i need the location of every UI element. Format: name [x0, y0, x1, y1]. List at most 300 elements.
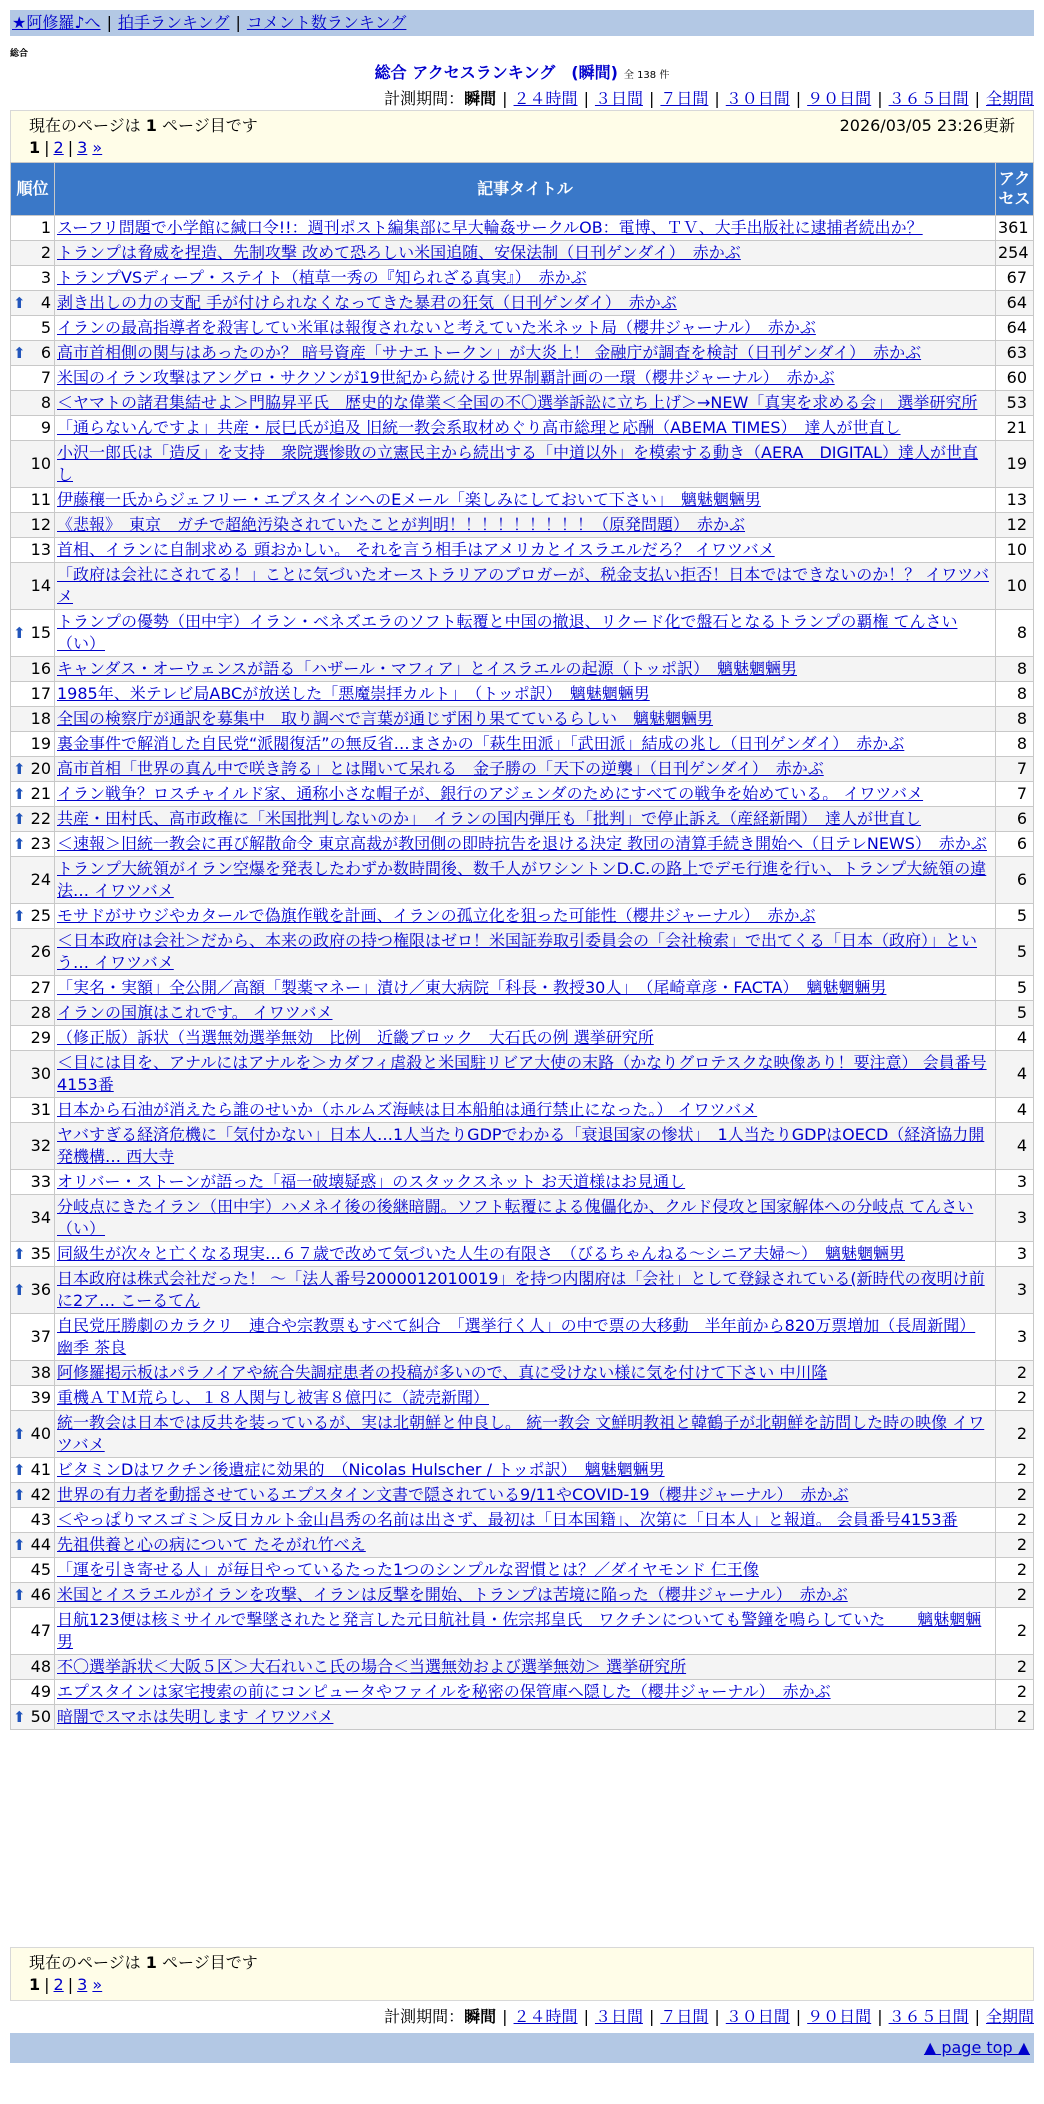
article-link[interactable]: （修正版）訴状（当選無効選挙無効 比例 近畿ブロック 大石氏の例 選挙研究所: [57, 1028, 654, 1047]
rank-cell: [11, 1242, 55, 1267]
table-row: [11, 929, 1034, 976]
article-link[interactable]: ＜速報＞旧統一教会に再び解散命令 東京高裁が教団側の即時抗告を退ける決定 教団の清算手続き開始へ（日テレNEWS） 赤かぶ: [57, 834, 987, 853]
nav-link-asyura-home[interactable]: ★阿修羅♪へ: [12, 13, 101, 32]
article-link[interactable]: 米国とイスラエルがイランを攻撃、イランは反撃を開始、トランプは苦境に陥った（櫻井ジャーナル） 赤かぶ: [57, 1585, 848, 1604]
table-row: [11, 366, 1034, 391]
table-row: [11, 757, 1034, 782]
pagination: [29, 137, 1015, 159]
footer-bar: [10, 2033, 1034, 2063]
page-separator: |: [44, 138, 50, 157]
rank-number: 45: [30, 1560, 51, 1579]
title-cell: [55, 1051, 996, 1098]
period-selector-bottom: [384, 2004, 1034, 2027]
rank-cell: [11, 1195, 55, 1242]
rank-cell: [11, 488, 55, 513]
access-count: 10: [996, 563, 1034, 610]
access-count: 2: [996, 1361, 1034, 1386]
table-row: [11, 1195, 1034, 1242]
rank-cell: [11, 682, 55, 707]
rank-number: 18: [30, 709, 51, 728]
table-row: [11, 707, 1034, 732]
rank-cell: [11, 1608, 55, 1655]
rank-up-arrow-icon: ⬆: [13, 760, 26, 778]
rank-cell: [11, 757, 55, 782]
table-row: [11, 1001, 1034, 1026]
article-link[interactable]: ＜日本政府は会社＞だから、本来の政府の持つ権限はゼロ！米国証券取引委員会の「会社検索」で出てくる「日本（政府）」という… イワツバメ: [57, 931, 978, 972]
title-cell: [55, 538, 996, 563]
rank-number: 7: [40, 368, 51, 387]
table-row: [11, 391, 1034, 416]
rank-cell: [11, 1508, 55, 1533]
period-link-2[interactable]: ７日間: [660, 89, 709, 108]
rank-cell: [11, 241, 55, 266]
article-link[interactable]: エプスタインは家宅捜索の前にコンピュータやファイルを秘密の保管庫へ隠した（櫻井ジャーナル） 赤かぶ: [57, 1682, 831, 1701]
period-link-5[interactable]: ３６５日間: [888, 89, 969, 108]
page-top-link[interactable]: ▲ page top ▲: [923, 2038, 1030, 2057]
period-link-1[interactable]: ３日間: [594, 2007, 643, 2026]
title-cell: [55, 1123, 996, 1170]
rank-number: 12: [30, 515, 51, 534]
period-link-5[interactable]: ３６５日間: [888, 2007, 969, 2026]
article-link[interactable]: ＜目には目を、アナルにはアナルを＞カダフィ虐殺と米国駐リビア大使の末路（かなりグロテスクな映像あり！要注意） 会員番号4153番: [57, 1053, 987, 1094]
article-link[interactable]: トランプは脅威を捏造、先制攻撃 改めて恐ろしい米国追随、安保法制（日刊ゲンダイ） 赤かぶ: [57, 243, 741, 262]
rank-up-arrow-icon: ⬆: [13, 835, 26, 853]
rank-number: 35: [30, 1244, 51, 1263]
table-row: [11, 1483, 1034, 1508]
article-link[interactable]: 剥き出しの力の支配 手が付けられなくなってきた暴君の狂気（日刊ゲンダイ） 赤かぶ: [57, 293, 677, 312]
article-link[interactable]: 「通らないんですよ」共産・辰巳氏が追及 旧統一教会系取材めぐり高市総理と応酬（ABEMA TIMES） 達人が世直し: [57, 418, 901, 437]
article-link[interactable]: 暗闇でスマホは失明します イワツバメ: [57, 1707, 334, 1726]
table-row: [11, 216, 1034, 241]
rank-number: 24: [30, 870, 51, 889]
table-row: [11, 1026, 1034, 1051]
header-access: アクセス: [996, 163, 1034, 216]
article-link[interactable]: イラン戦争？ロスチャイルド家、通称小さな帽子が、銀行のアジェンダのためにすべての戦争を始めている。 イワツバメ: [57, 784, 924, 803]
page-link-3[interactable]: 3: [77, 138, 88, 157]
access-count: 2: [996, 1680, 1034, 1705]
page-info-bottom: [10, 1947, 1034, 2001]
rank-up-arrow-icon: ⬆: [13, 1708, 26, 1726]
rank-number: 37: [30, 1327, 51, 1346]
rank-number: 5: [40, 318, 51, 337]
rank-cell: [11, 1123, 55, 1170]
article-link[interactable]: 重機ＡＴＭ荒らし、１８人関与し被害８億円に（読売新聞）: [57, 1388, 490, 1407]
article-link[interactable]: 同級生が次々と亡くなる現実…６７歳で改めて気づいた人生の有限さ （びるちゃんねる〜シニア夫婦〜） 魑魅魍魎男: [57, 1244, 906, 1263]
table-row: [11, 1170, 1034, 1195]
rank-cell: [11, 807, 55, 832]
rank-cell: [11, 1705, 55, 1730]
rank-number: 36: [30, 1280, 51, 1299]
table-row: [11, 266, 1034, 291]
title-cell: [55, 291, 996, 316]
table-row: [11, 488, 1034, 513]
title-cell: [55, 1001, 996, 1026]
title-cell: [55, 1558, 996, 1583]
title-cell: [55, 266, 996, 291]
period-separator: |: [795, 2007, 802, 2026]
title-cell: [55, 1608, 996, 1655]
rank-cell: [11, 341, 55, 366]
table-row: [11, 782, 1034, 807]
title-cell: [55, 1361, 996, 1386]
rank-number: 10: [30, 454, 51, 473]
article-link[interactable]: イランの最高指導者を殺害してい米軍は報復されないと考えていた米ネット局（櫻井ジャーナル） 赤かぶ: [57, 318, 816, 337]
access-count: 3: [996, 1242, 1034, 1267]
title-cell: [55, 513, 996, 538]
title-cell: [55, 1267, 996, 1314]
access-count: 21: [996, 416, 1034, 441]
title-cell: [55, 366, 996, 391]
updated-timestamp: 2026/03/05 23:26更新: [839, 116, 1015, 135]
period-link-3[interactable]: ３０日間: [725, 2007, 790, 2026]
access-count: 2: [996, 1558, 1034, 1583]
article-link[interactable]: 分岐点にきたイラン（田中宇）ハメネイ後の後継暗闘。ソフト転覆による傀儡化か、クルド侵攻と国家解体への分岐点 てんさい（い）: [57, 1197, 974, 1238]
access-count: 8: [996, 732, 1034, 757]
page-link-2[interactable]: 2: [53, 1975, 64, 1994]
article-link[interactable]: 不〇選挙訴状＜大阪５区＞大石れいこ氏の場合＜当選無効および選挙無効＞ 選挙研究所: [57, 1657, 687, 1676]
article-link[interactable]: 日本から石油が消えたら誰のせいか（ホルムズ海峡は日本船舶は通行禁止になった。） イワツバメ: [57, 1100, 758, 1119]
table-header-row: [11, 163, 1034, 216]
rank-cell: [11, 1458, 55, 1483]
access-count: 2: [996, 1458, 1034, 1483]
title-cell: [55, 1655, 996, 1680]
period-separator: |: [974, 2007, 980, 2026]
period-separator: |: [502, 2007, 508, 2026]
period-link-3[interactable]: ３０日間: [725, 89, 790, 108]
rank-number: 17: [30, 684, 51, 703]
page-current-1: 1: [29, 138, 41, 157]
title-cell: [55, 1026, 996, 1051]
access-count: 10: [996, 538, 1034, 563]
title-cell: [55, 1242, 996, 1267]
title-cell: [55, 1483, 996, 1508]
rank-number: 34: [30, 1208, 51, 1227]
title-cell: [55, 416, 996, 441]
rank-cell: [11, 1361, 55, 1386]
rank-cell: [11, 1533, 55, 1558]
access-count: 361: [996, 216, 1034, 241]
article-link[interactable]: 全国の検察庁が通訳を募集中 取り調べで言葉が通じず困り果てているらしい 魑魅魍魎男: [57, 709, 714, 728]
rank-number: 4: [40, 293, 51, 312]
rank-cell: [11, 610, 55, 657]
table-row: [11, 1267, 1034, 1314]
rank-cell: [11, 1051, 55, 1098]
period-link-4[interactable]: ９０日間: [807, 2007, 872, 2026]
section-label: 総合: [10, 49, 29, 59]
period-link-0[interactable]: ２４時間: [513, 89, 578, 108]
table-row: [11, 416, 1034, 441]
table-row: [11, 682, 1034, 707]
access-count: 2: [996, 1386, 1034, 1411]
rank-number: 8: [40, 393, 51, 412]
period-separator: |: [877, 2007, 883, 2026]
table-row: [11, 1558, 1034, 1583]
table-row: [11, 291, 1034, 316]
article-link[interactable]: 阿修羅掲示板はパラノイアや統合失調症患者の投稿が多いので、真に受けない様に気を付けて下さい 中川隆: [57, 1363, 828, 1382]
rank-number: 44: [30, 1535, 51, 1554]
page-link-2[interactable]: 2: [53, 138, 64, 157]
access-count: 60: [996, 366, 1034, 391]
table-row: [11, 904, 1034, 929]
access-count: 13: [996, 488, 1034, 513]
access-count: 19: [996, 441, 1034, 488]
rank-cell: [11, 391, 55, 416]
rank-number: 47: [30, 1621, 51, 1640]
title-cell: [55, 1098, 996, 1123]
article-link[interactable]: トランプVSディープ・ステイト（植草一秀の『知られざる真実』） 赤かぶ: [57, 268, 587, 287]
article-link[interactable]: 先祖供養と心の病について たそがれ竹べえ: [57, 1535, 366, 1554]
period-separator: |: [974, 89, 980, 108]
rank-cell: [11, 316, 55, 341]
page-separator: |: [67, 138, 74, 157]
table-row: [11, 857, 1034, 904]
access-count: 8: [996, 707, 1034, 732]
article-link[interactable]: キャンダス・オーウェンスが語る「ハザール・マフィア」とイスラエルの起源（トッポ訳） 魑魅魍魎男: [57, 659, 798, 678]
article-link[interactable]: 高市首相側の関与はあったのか？ 暗号資産「サナエトークン」が大炎上！ 金融庁が調査を検討（日刊ゲンダイ） 赤かぶ: [57, 343, 922, 362]
page-link-3[interactable]: 3: [77, 1975, 88, 1994]
title-cell: [55, 1583, 996, 1608]
title-cell: [55, 241, 996, 266]
table-row: [11, 1361, 1034, 1386]
rank-cell: [11, 1483, 55, 1508]
rank-number: 9: [40, 418, 51, 437]
rank-number: 29: [30, 1028, 51, 1047]
access-count: 8: [996, 682, 1034, 707]
page-info-top: [10, 110, 1034, 164]
access-count: 4: [996, 1051, 1034, 1098]
rank-number: 14: [30, 576, 51, 595]
access-count: 8: [996, 657, 1034, 682]
rank-up-arrow-icon: ⬆: [13, 1425, 26, 1443]
rank-cell: [11, 657, 55, 682]
article-link[interactable]: 「実名・実額」全公開／高額「製薬マネー」漬け／東大病院「科長・教授30人」 （尾崎章彦・FACTA） 魑魅魍魎男: [57, 978, 887, 997]
rank-number: 20: [30, 759, 51, 778]
rank-number: 38: [30, 1363, 51, 1382]
rank-cell: [11, 1001, 55, 1026]
period-link-0[interactable]: ２４時間: [513, 2007, 578, 2026]
period-link-4[interactable]: ９０日間: [807, 89, 872, 108]
title-cell: [55, 782, 996, 807]
period-separator: |: [648, 2007, 655, 2026]
article-link[interactable]: ビタミンDはワクチン後遺症に効果的 （Nicolas Hulscher / トッポ訳） 魑魅魍魎男: [57, 1460, 665, 1479]
rank-number: 3: [40, 268, 51, 287]
period-separator: |: [502, 89, 508, 108]
title-cell: [55, 1508, 996, 1533]
article-link[interactable]: 1985年、米テレビ局ABCが放送した「悪魔崇拝カルト」 （トッポ訳） 魑魅魍魎男: [57, 684, 650, 703]
rank-up-arrow-icon: ⬆: [13, 1586, 26, 1604]
rank-number: 32: [30, 1136, 51, 1155]
access-count: 6: [996, 832, 1034, 857]
access-count: 53: [996, 391, 1034, 416]
rank-cell: [11, 929, 55, 976]
ranking-table-body: [11, 216, 1034, 1730]
page-separator: |: [67, 1975, 74, 1994]
access-count: 63: [996, 341, 1034, 366]
title-cell: [55, 807, 996, 832]
access-count: 3: [996, 1267, 1034, 1314]
title-cell: [55, 391, 996, 416]
title-cell: [55, 1170, 996, 1195]
article-link[interactable]: イランの国旗はこれです。 イワツバメ: [57, 1003, 333, 1022]
rank-number: 42: [30, 1485, 51, 1504]
period-current: 瞬間: [464, 2007, 497, 2026]
access-count: 2: [996, 1608, 1034, 1655]
rank-up-arrow-icon: ⬆: [13, 907, 26, 925]
title-cell: [55, 1411, 996, 1458]
period-separator: |: [877, 89, 883, 108]
pagination: [29, 1974, 1015, 1996]
article-link[interactable]: トランプの優勢（田中宇）イラン・ベネズエラのソフト転覆と中国の撤退、リクード化で盤石となるトランプの覇権 てんさい（い）: [57, 612, 958, 653]
article-link[interactable]: ＜ヤマトの諸君集結せよ＞門脇昇平氏 歴史的な偉業＜全国の不〇選挙訴訟に立ち上げ＞→NEW「真実を求める会」 選挙研究所: [57, 393, 978, 412]
rank-number: 49: [30, 1682, 51, 1701]
access-count: 5: [996, 1001, 1034, 1026]
rank-number: 48: [30, 1657, 51, 1676]
table-row: [11, 1705, 1034, 1730]
title-cell: [55, 1680, 996, 1705]
top-nav-bar: [10, 10, 1034, 36]
title-cell: [55, 610, 996, 657]
rank-cell: [11, 1655, 55, 1680]
table-row: [11, 1508, 1034, 1533]
access-count: 2: [996, 1583, 1034, 1608]
access-count: 2: [996, 1705, 1034, 1730]
rank-number: 46: [30, 1585, 51, 1604]
article-link[interactable]: ＜やっぱりマスゴミ＞反日カルト金山昌秀の名前は出さず、最初は「日本国籍」、次第に「日本人」と報道。 会員番号4153番: [57, 1510, 958, 1529]
article-link[interactable]: 日本政府は株式会社だった！ 〜「法人番号2000012010019」を持つ内閣府は「会社」として登録されている(新時代の夜明け前に2ア… こーるてん: [57, 1269, 985, 1310]
rank-number: 25: [30, 906, 51, 925]
period-link-6[interactable]: 全期間: [985, 89, 1034, 108]
rank-up-arrow-icon: ⬆: [13, 1461, 26, 1479]
period-link-1[interactable]: ３日間: [594, 89, 643, 108]
article-link[interactable]: トランプ大統領がイラン空爆を発表したわずか数時間後、数千人がワシントンD.C.の路上でデモ行進を行い、トランプ大統領の違法… イワツバメ: [57, 859, 987, 900]
rank-cell: [11, 857, 55, 904]
article-link[interactable]: モサドがサウジやカタールで偽旗作戦を計画、イランの孤立化を狙った可能性（櫻井ジャーナル） 赤かぶ: [57, 906, 816, 925]
access-count: 3: [996, 1170, 1034, 1195]
table-row: [11, 976, 1034, 1001]
total-count: 全 138 件: [623, 70, 670, 81]
rank-up-arrow-icon: ⬆: [13, 785, 26, 803]
page-title: [0, 60, 1044, 83]
rank-number: 11: [30, 490, 51, 509]
article-link[interactable]: 「運を引き寄せる人」が毎日やっているたった1つのシンプルな習慣とは？／ダイヤモンド 仁王像: [57, 1560, 759, 1579]
access-count: 2: [996, 1533, 1034, 1558]
article-link[interactable]: 共産・田村氏、高市政権に「米国批判しないのか」 イランの国内弾圧も「批判」で停止訴え（産経新聞） 達人が世直し: [57, 809, 922, 828]
article-link[interactable]: 統一教会は日本では反共を装っているが、実は北朝鮮と仲良し。 統一教会 文鮮明教祖と韓鶴子が北朝鮮を訪問した時の映像 イワツバメ: [57, 1413, 985, 1454]
period-link-6[interactable]: 全期間: [985, 2007, 1034, 2026]
table-row: [11, 1386, 1034, 1411]
access-count: 64: [996, 316, 1034, 341]
article-link[interactable]: スーフリ問題で小学館に緘口令!!：週刊ポスト編集部に早大輪姦サークルOB：電博、ＴＶ、大手出版社に逮捕者続出か？: [57, 218, 923, 237]
article-link[interactable]: 首相、イランに自制求める 頭おかしい。 それを言う相手はアメリカとイスラエルだろ？ イワツバメ: [57, 540, 775, 559]
rank-number: 15: [30, 623, 51, 642]
ranking-table: [10, 162, 1034, 1730]
table-row: [11, 1533, 1034, 1558]
table-row: [11, 1098, 1034, 1123]
period-separator: |: [714, 89, 720, 108]
table-row: [11, 1314, 1034, 1361]
rank-cell: [11, 366, 55, 391]
article-link[interactable]: オリバー・ストーンが語った「福一破壊疑惑」のスタックスネット お天道様はお見通し: [57, 1172, 686, 1191]
rank-cell: [11, 291, 55, 316]
title-cell: [55, 929, 996, 976]
rank-number: 6: [40, 343, 51, 362]
table-row: [11, 1242, 1034, 1267]
title-cell: [55, 1386, 996, 1411]
page-next-link[interactable]: »: [92, 1975, 103, 1994]
article-link[interactable]: 小沢一郎氏は「造反」を支持 衆院選惨敗の立憲民主から続出する「中道以外」を模索する動き（AERA DIGITAL）達人が世直し: [57, 443, 979, 484]
access-count: 8: [996, 610, 1034, 657]
access-count: 6: [996, 857, 1034, 904]
rank-up-arrow-icon: ⬆: [13, 1486, 26, 1504]
access-count: 4: [996, 1026, 1034, 1051]
rank-cell: [11, 1026, 55, 1051]
table-row: [11, 832, 1034, 857]
table-row: [11, 1655, 1034, 1680]
title-cell: [55, 657, 996, 682]
rank-number: 43: [30, 1510, 51, 1529]
nav-link-comment-ranking[interactable]: コメント数ランキング: [246, 13, 407, 32]
access-count: 3: [996, 1195, 1034, 1242]
rank-up-arrow-icon: ⬆: [13, 344, 26, 362]
rank-cell: [11, 976, 55, 1001]
access-count: 5: [996, 929, 1034, 976]
article-link[interactable]: 「政府は会社にされてる！」ことに気づいたオーストラリアのブロガーが、税金支払い拒否！日本ではできないのか！？ イワツバメ: [57, 565, 989, 606]
rank-cell: [11, 1558, 55, 1583]
article-link[interactable]: 米国のイラン攻撃はアングロ・サクソンが19世紀から続ける世界制覇計画の一環（櫻井ジャーナル） 赤かぶ: [57, 368, 835, 387]
title-cell: [55, 563, 996, 610]
table-row: [11, 538, 1034, 563]
period-link-2[interactable]: ７日間: [660, 2007, 709, 2026]
header-title: 記事タイトル: [55, 163, 996, 216]
article-link[interactable]: 自民党圧勝劇のカラクリ 連合や宗教票もすべて糾合 「選挙行く人」の中で票の大移動 半年前から820万票増加（長周新聞） 幽季 茶良: [57, 1316, 976, 1357]
access-count: 7: [996, 757, 1034, 782]
title-cell: [55, 832, 996, 857]
rank-cell: [11, 1411, 55, 1458]
rank-up-arrow-icon: ⬆: [13, 1281, 26, 1299]
rank-number: 33: [30, 1172, 51, 1191]
rank-cell: [11, 1267, 55, 1314]
rank-number: 27: [30, 978, 51, 997]
nav-separator: |: [106, 13, 112, 32]
period-selector-top: [384, 86, 1034, 109]
article-link[interactable]: ヤバすぎる経済危機に「気付かない」日本人…1人当たりGDPでわかる「衰退国家の惨状」 1人当たりGDPはOECD（経済協力開発機構… 西大寺: [57, 1125, 985, 1166]
page-next-link[interactable]: »: [92, 138, 103, 157]
current-page-text: 現在のページは 1 ページ目です: [29, 116, 258, 135]
article-link[interactable]: 世界の有力者を動揺させているエプスタイン文書で隠されている9/11やCOVID-19（櫻井ジャーナル） 赤かぶ: [57, 1485, 849, 1504]
table-row: [11, 1583, 1034, 1608]
rank-cell: [11, 1583, 55, 1608]
period-label: 計測期間：: [384, 89, 465, 108]
page-separator: |: [44, 1975, 50, 1994]
table-row: [11, 441, 1034, 488]
article-link[interactable]: 高市首相「世界の真ん中で咲き誇る」とは聞いて呆れる 金子勝の「天下の逆襲」（日刊ゲンダイ） 赤かぶ: [57, 759, 824, 778]
period-separator: |: [795, 89, 802, 108]
rank-number: 39: [30, 1388, 51, 1407]
table-row: [11, 513, 1034, 538]
access-count: 2: [996, 1508, 1034, 1533]
rank-number: 2: [40, 243, 51, 262]
title-cell: [55, 707, 996, 732]
article-link[interactable]: 裏金事件で解消した自民党“派閥復活”の無反省…まさかの「萩生田派」「武田派」結成の兆し（日刊ゲンダイ） 赤かぶ: [57, 734, 905, 753]
rank-cell: [11, 1314, 55, 1361]
title-cell: [55, 732, 996, 757]
article-link[interactable]: 《悲報》 東京 ガチで超絶汚染されていたことが判明！！！！！！！！！（原発問題） 赤かぶ: [57, 515, 746, 534]
access-count: 2: [996, 1483, 1034, 1508]
nav-link-applause-ranking[interactable]: 拍手ランキング: [117, 13, 230, 32]
rank-number: 23: [30, 834, 51, 853]
article-link[interactable]: 伊藤穰一氏からジェフリー・エプスタインへのEメール「楽しみにしておいて下さい」 魑魅魍魎男: [57, 490, 761, 509]
article-link[interactable]: 日航123便は核ミサイルで撃墜されたと発言した元日航社員・佐宗邦皇氏 ワクチンについても警鐘を鳴らしていた 魑魅魍魎男: [57, 1610, 982, 1651]
